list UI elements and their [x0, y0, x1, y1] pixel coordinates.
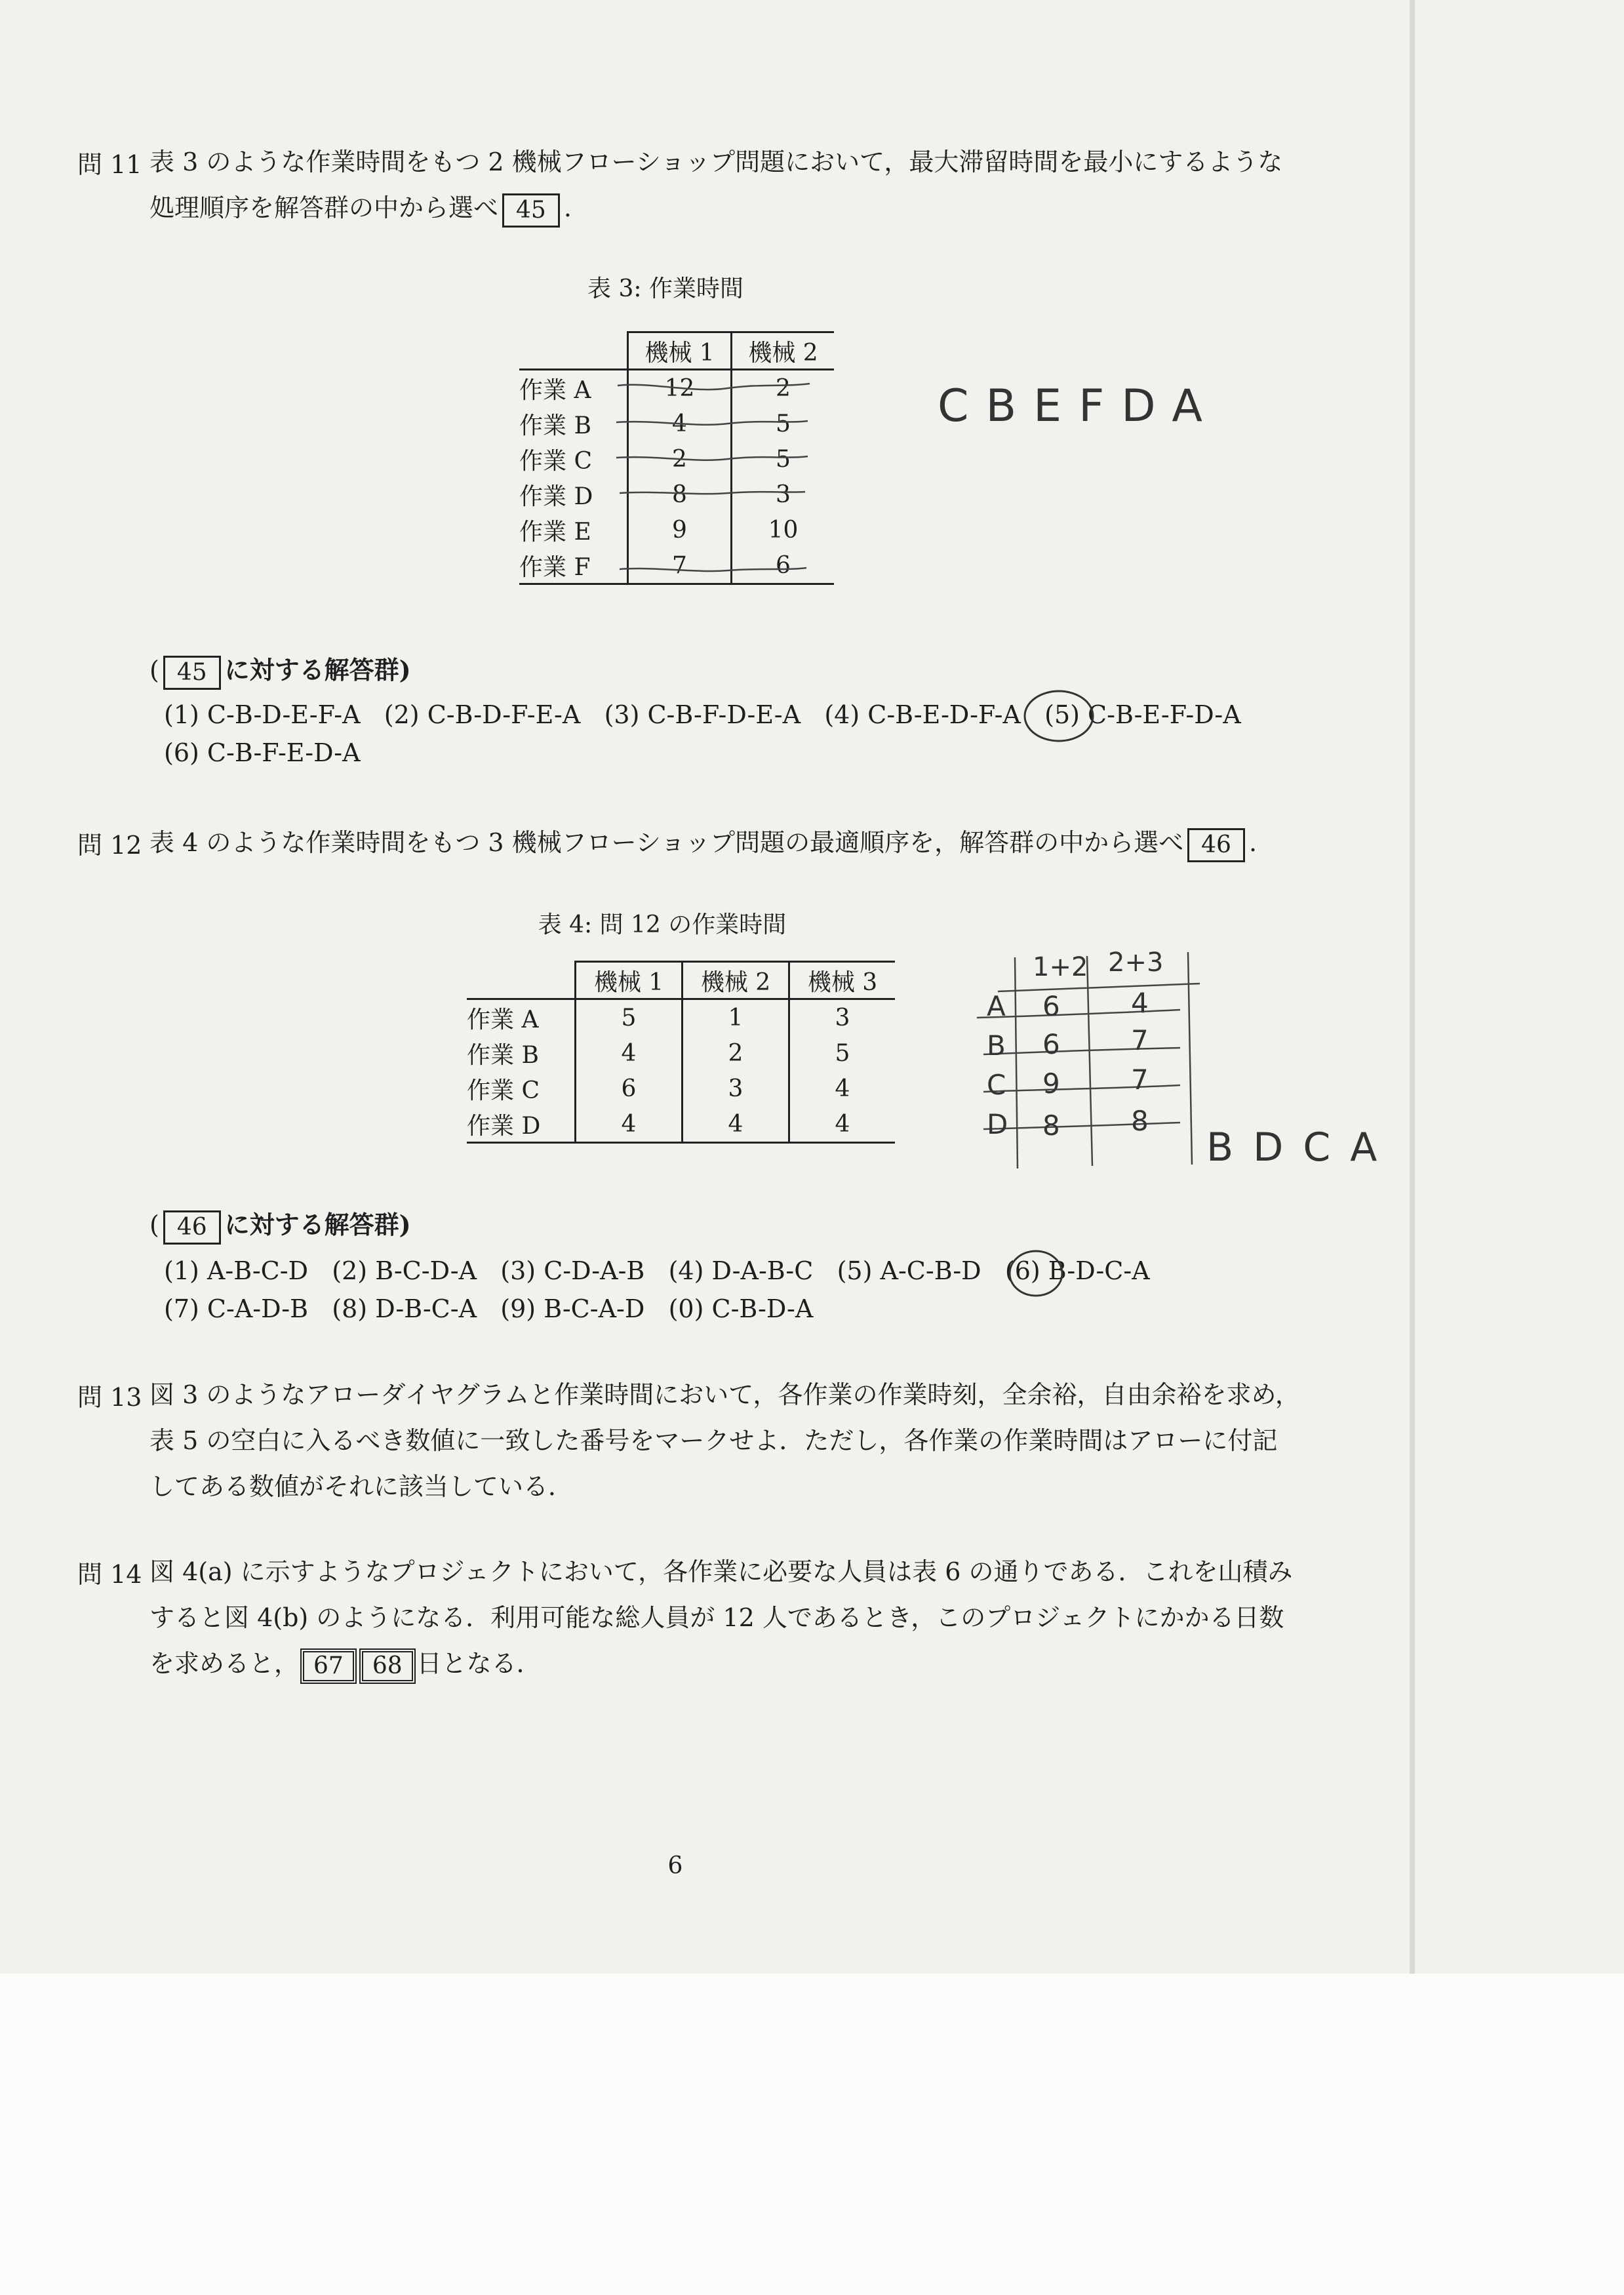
q12-hand-row-label: A [987, 990, 1006, 1022]
table4-header: 機械 2 [683, 962, 789, 999]
table3-cell: 4 [628, 406, 732, 441]
q12-hand-cell: 7 [1131, 1064, 1149, 1096]
q11-choices-heading-text: に対する解答群) [224, 655, 411, 685]
table3-row-label: 作業 D [519, 477, 628, 512]
table3-cell: 7 [628, 548, 732, 584]
q12-choice: (1) A-B-C-D [164, 1256, 309, 1285]
q12-hand-row-label: B [987, 1029, 1006, 1062]
table4-row-label: 作業 A [467, 999, 576, 1036]
table3-row-label: 作業 F [519, 548, 628, 584]
q12-line1-end: . [1248, 828, 1258, 857]
table4-row-label: 作業 C [467, 1071, 576, 1106]
table4-cell: 6 [576, 1071, 683, 1106]
q12-number: 問 12 [77, 831, 142, 860]
table4-cell: 3 [835, 1004, 850, 1031]
q12-choice: (8) D-B-C-A [332, 1294, 477, 1323]
q12-hand-cell: 8 [1042, 1109, 1060, 1142]
q12-hand-row-label: C [987, 1069, 1006, 1101]
table3-cell: 9 [628, 512, 732, 548]
q11-choice: (6) C-B-F-E-D-A [164, 738, 361, 767]
q11-choice: (1) C-B-D-E-F-A [164, 700, 361, 729]
q12-choices-heading-text: に対する解答群) [224, 1210, 411, 1239]
table4-cell: 3 [683, 1071, 789, 1106]
q12-answer-box: 46 [1187, 828, 1245, 862]
q12-choice: (6) B-D-C-A [1004, 1256, 1150, 1285]
table3-row-label: 作業 C [519, 441, 628, 477]
table3-row-label: 作業 B [519, 406, 628, 441]
table3-cell: 6 [732, 548, 835, 584]
q11-choice: (3) C-B-F-D-E-A [604, 700, 801, 729]
table4-cell: 4 [576, 1035, 683, 1071]
q12-line1-text: 表 4 のような作業時間をもつ 3 機械フローショップ問題の最適順序を，解答群の中から選べ [149, 828, 1184, 857]
table3-row-label: 作業 A [519, 370, 628, 407]
table4-caption: 表 4: 問 12 の作業時間 [538, 911, 787, 938]
table4-header: 機械 1 [576, 962, 683, 999]
q12-choice-circle [1004, 1246, 1070, 1305]
table3-header: 機械 1 [628, 332, 732, 370]
q11-answer-box: 45 [502, 193, 560, 228]
q12-hand-row-label: D [987, 1108, 1008, 1140]
table3-cell: 3 [776, 481, 791, 508]
table4-row-label: 作業 B [467, 1035, 576, 1071]
q14-answer-box: 68 [359, 1648, 416, 1684]
q12-choice: (4) D-A-B-C [668, 1256, 814, 1285]
table3-cell: 5 [776, 410, 791, 437]
q13-line: してある数値がそれに該当している． [149, 1472, 574, 1501]
q12-choice: (2) B-C-D-A [332, 1256, 477, 1285]
q12-choice: (3) C-D-A-B [500, 1256, 645, 1285]
q12-choices-row2 [164, 1289, 813, 1328]
table3-cell: 10 [768, 516, 799, 544]
q12-choice: (0) C-B-D-A [668, 1294, 814, 1323]
table4-header: 機械 3 [789, 962, 896, 999]
q14-answer-box: 67 [300, 1648, 357, 1684]
q12-hand-cell: 6 [1042, 1028, 1060, 1060]
q11-line1: 表 3 のような作業時間をもつ 2 機械フローショップ問題において，最大滞留時間を最小にするような [149, 148, 1283, 176]
q13-line: 表 5 の空白に入るべき数値に一致した番号をマークせよ．ただし，各作業の作業時間はアローに付記 [149, 1426, 1278, 1455]
table4-cell: 4 [835, 1075, 850, 1102]
q11-choice: (2) C-B-D-F-E-A [384, 700, 581, 729]
q12-hand-header: 2+3 [1108, 948, 1164, 978]
q12-choices-heading [149, 1205, 411, 1245]
table3-cell: 8 [628, 477, 732, 512]
q12-hand-header: 1+2 [1033, 952, 1088, 982]
q12-handwritten-note: BDCA [1206, 1125, 1397, 1170]
q11-handwritten-note: CBEFDA [938, 380, 1219, 432]
table4-row-label: 作業 D [467, 1106, 576, 1143]
table4-cell: 4 [789, 1106, 896, 1143]
q11-choices-paren: ( [149, 656, 159, 685]
q13-line: 図 3 のようなアローダイヤグラムと作業時間において，各作業の作業時刻，全余裕，自由余裕を求め， [149, 1380, 1300, 1409]
q13-number: 問 13 [77, 1383, 142, 1412]
q11-choice: (5) C-B-E-F-D-A [1044, 700, 1241, 729]
page-number: 6 [667, 1852, 683, 1879]
q14-line3 [149, 1641, 542, 1686]
q12-choices-row1 [164, 1251, 1150, 1290]
table3-row-label: 作業 E [519, 512, 628, 548]
q12-hand-cell: 4 [1131, 987, 1149, 1019]
q12-hand-cell: 8 [1131, 1105, 1149, 1137]
q14-number: 問 14 [77, 1560, 142, 1589]
q14-line: すると図 4(b) のようになる．利用可能な総人員が 12 人であるとき，このプロジェクトにかかる日数 [149, 1603, 1284, 1632]
table3-cell: 5 [776, 445, 791, 473]
q14-line3-end: 日となる． [416, 1649, 542, 1678]
table4-cell: 4 [576, 1106, 683, 1143]
q12-choices-paren: ( [149, 1210, 159, 1239]
q12-choices-box: 46 [163, 1210, 221, 1245]
q12-choice: (5) A-C-B-D [837, 1256, 981, 1285]
table3-caption: 表 3: 作業時間 [587, 275, 743, 302]
table4-cell: 5 [835, 1039, 850, 1067]
q11-line2-text: 処理順序を解答群の中から選べ [149, 193, 499, 222]
q14-line3-text: を求めると， [149, 1649, 300, 1678]
table4-cell: 1 [683, 999, 789, 1036]
q12-choice: (9) B-C-A-D [500, 1294, 645, 1323]
q11-line2-end: . [563, 193, 572, 222]
table3-cell: 12 [628, 370, 732, 407]
q11-choice: (4) C-B-E-D-F-A [824, 700, 1021, 729]
q11-number: 問 11 [77, 150, 142, 179]
table3-cell: 2 [628, 441, 732, 477]
q12-hand-cell: 6 [1042, 990, 1060, 1022]
q12-hand-cell: 9 [1042, 1068, 1060, 1100]
table4-cell: 5 [576, 999, 683, 1036]
table3-cell: 2 [776, 374, 791, 402]
q14-line: 図 4(a) に示すようなプロジェクトにおいて，各作業に必要な人員は表 6 の通りである．これを山積み [149, 1557, 1293, 1586]
q12-hand-cell: 7 [1131, 1024, 1149, 1056]
table4-cell: 2 [683, 1035, 789, 1071]
table4-cell: 4 [683, 1106, 789, 1143]
q11-choices-box: 45 [163, 656, 221, 690]
q12-choice: (7) C-A-D-B [164, 1294, 309, 1323]
table3-header: 機械 2 [732, 332, 835, 370]
